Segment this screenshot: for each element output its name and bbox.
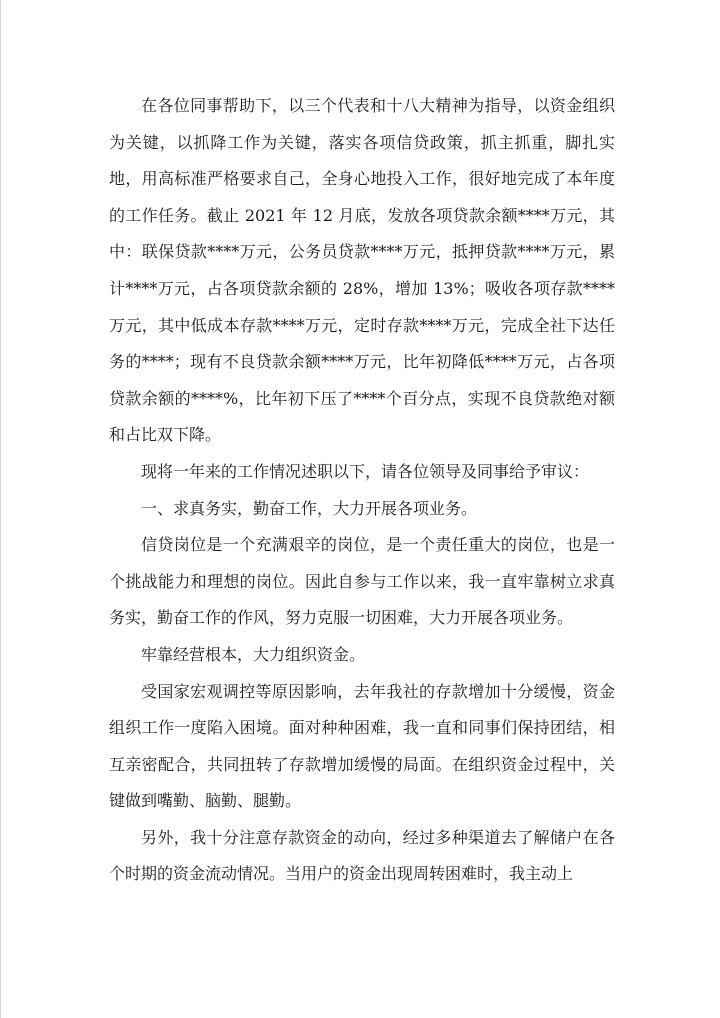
- paragraph-intro: 现将一年来的工作情况述职以下，请各位领导及同事给予审议：: [141, 461, 590, 481]
- section-heading-1: 一、求真务实，勤奋工作，大力开展各项业务。: [141, 498, 478, 518]
- paragraph-additional: 另外，我十分注意存款资金的动向，经过多种渠道去了解储户在各个时期的资金流动情况。当用户的资金出现周转困难时，我主动上: [109, 827, 615, 884]
- subheading-funds: 牢靠经营根本，大力组织资金。: [141, 644, 366, 664]
- paragraph-credit-post: 信贷岗位是一个充满艰辛的岗位，是一个责任重大的岗位，也是一个挑战能力和理想的岗位。因此自参与工作以来，我一直牢靠树立求真务实，勤奋工作的作风，努力克服一切困难，大力开展各项业务。: [109, 535, 615, 628]
- document-body: [109, 88, 615, 893]
- paragraph-deposits: 受国家宏观调控等原因影响，去年我社的存款增加十分缓慢，资金组织工作一度陷入困境。面对种种困难，我一直和同事们保持团结，相互亲密配合，共同扭转了存款增加缓慢的局面。在组织资金过程中，关键做到嘴勤、脑勤、腿勤。: [109, 681, 615, 811]
- paragraph-summary: 在各位同事帮助下，以三个代表和十八大精神为指导，以资金组织为关键，以抓降工作为关键，落实各项信贷政策，抓主抓重，脚扎实地，用高标准严格要求自己，全身心地投入工作，很好地完成了本年度的工作任务。截止 2021 年 12 月底，发放各项贷款余额****万元，其中：联保贷款****万元，公务员贷款****万元，抵押贷款****万元，累计****万元，占各项贷款余额的 28%，增加 13%；吸收各项存款****万元，其中低成本存款****万元，定时存款****万元，完成全社下达任务的****；现有不良贷款余额****万元，比年初降低****万元，占各项贷款余额的****%，比年初下压了****个百分点，实现不良贷款绝对额和占比双下降。: [109, 96, 615, 445]
